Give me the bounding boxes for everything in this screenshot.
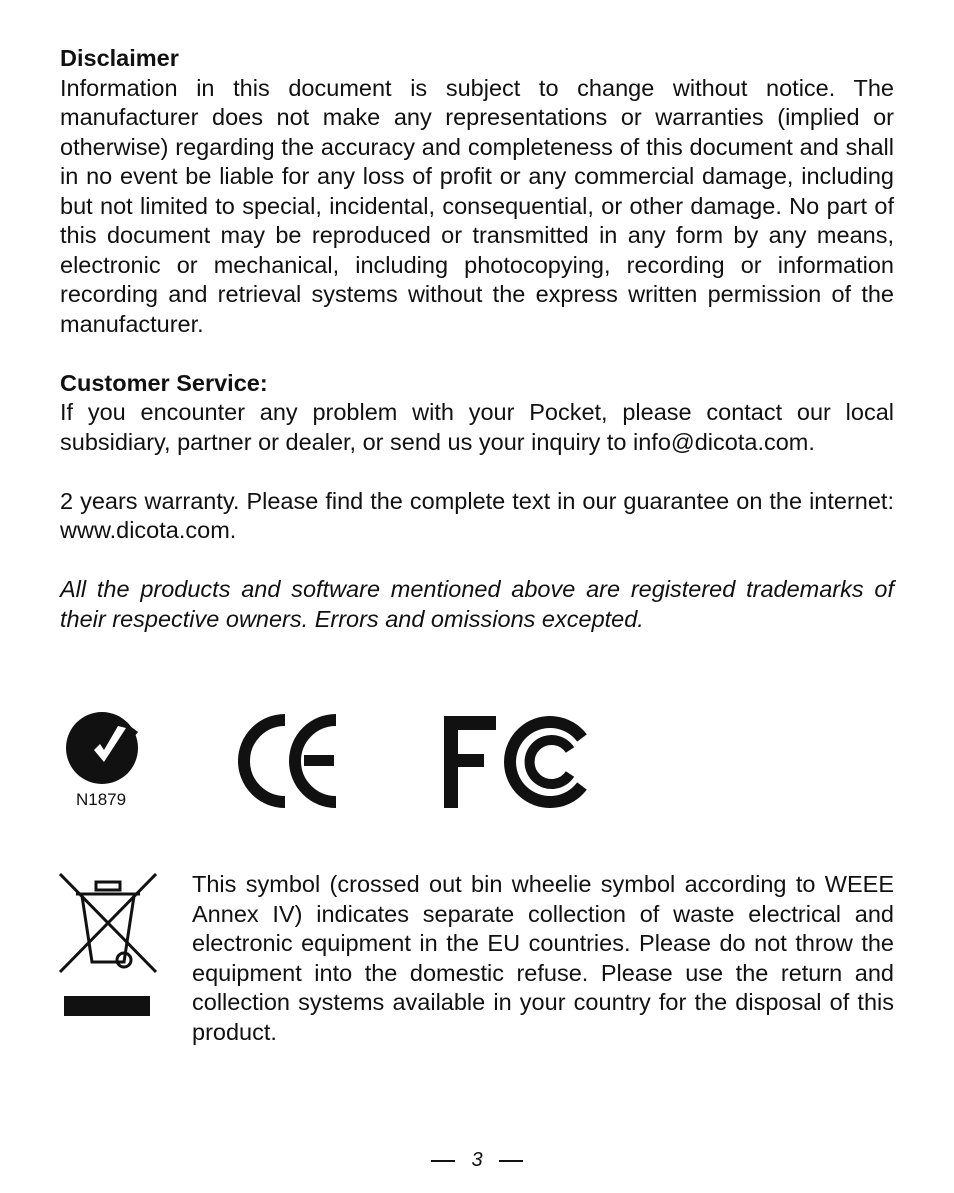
customer-service-text: If you encounter any problem with your Pocket, please contact our local subsidiary, partner or dealer, or send us your inquiry to info@dicota.com. [60, 399, 894, 455]
page-footer [0, 1146, 954, 1174]
c-tick-mark-icon [64, 710, 142, 786]
document-body [60, 44, 894, 634]
trademark-notice: All the products and software mentioned above are registered trademarks of their respective owners. Errors and omissions excepted. [60, 576, 894, 632]
page-number: 3 [471, 1149, 483, 1171]
disclaimer-heading: Disclaimer [60, 45, 179, 71]
weee-text: This symbol (crossed out bin wheelie symbol according to WEEE Annex IV) indicates separate collection of waste electrical and electronic equipment in the EU countries. Please do not throw the equipment into the domestic refuse. Please use the return and collection systems available in your country for the disposal of this product. [192, 871, 894, 1045]
certification-logos [60, 706, 894, 816]
ce-mark-icon [238, 714, 340, 808]
fcc-mark-icon [444, 716, 590, 808]
customer-service-heading: Customer Service: [60, 369, 268, 396]
footer-dash-left [431, 1160, 455, 1162]
footer-dash-right [499, 1160, 523, 1162]
crossed-out-wheelie-bin-icon [58, 872, 158, 1018]
c-tick-code: N1879 [76, 790, 127, 809]
warranty-text: 2 years warranty. Please find the complete text in our guarantee on the internet: www.dicota.com. [60, 487, 894, 543]
disclaimer-text: Information in this document is subject to change without notice. The manufacturer does not make any representations or warranties (implied or otherwise) regarding the accuracy and completeness of this document and shall in no event be liable for any loss of profit or any commercial damage, including but not limited to special, incidental, consequential, or other damage. No part of this document may be reproduced or transmitted in any form by any means, electronic or mechanical, including photocopying, recording or information recording and retrieval systems without the express written permission of the manufacturer. [60, 74, 894, 337]
